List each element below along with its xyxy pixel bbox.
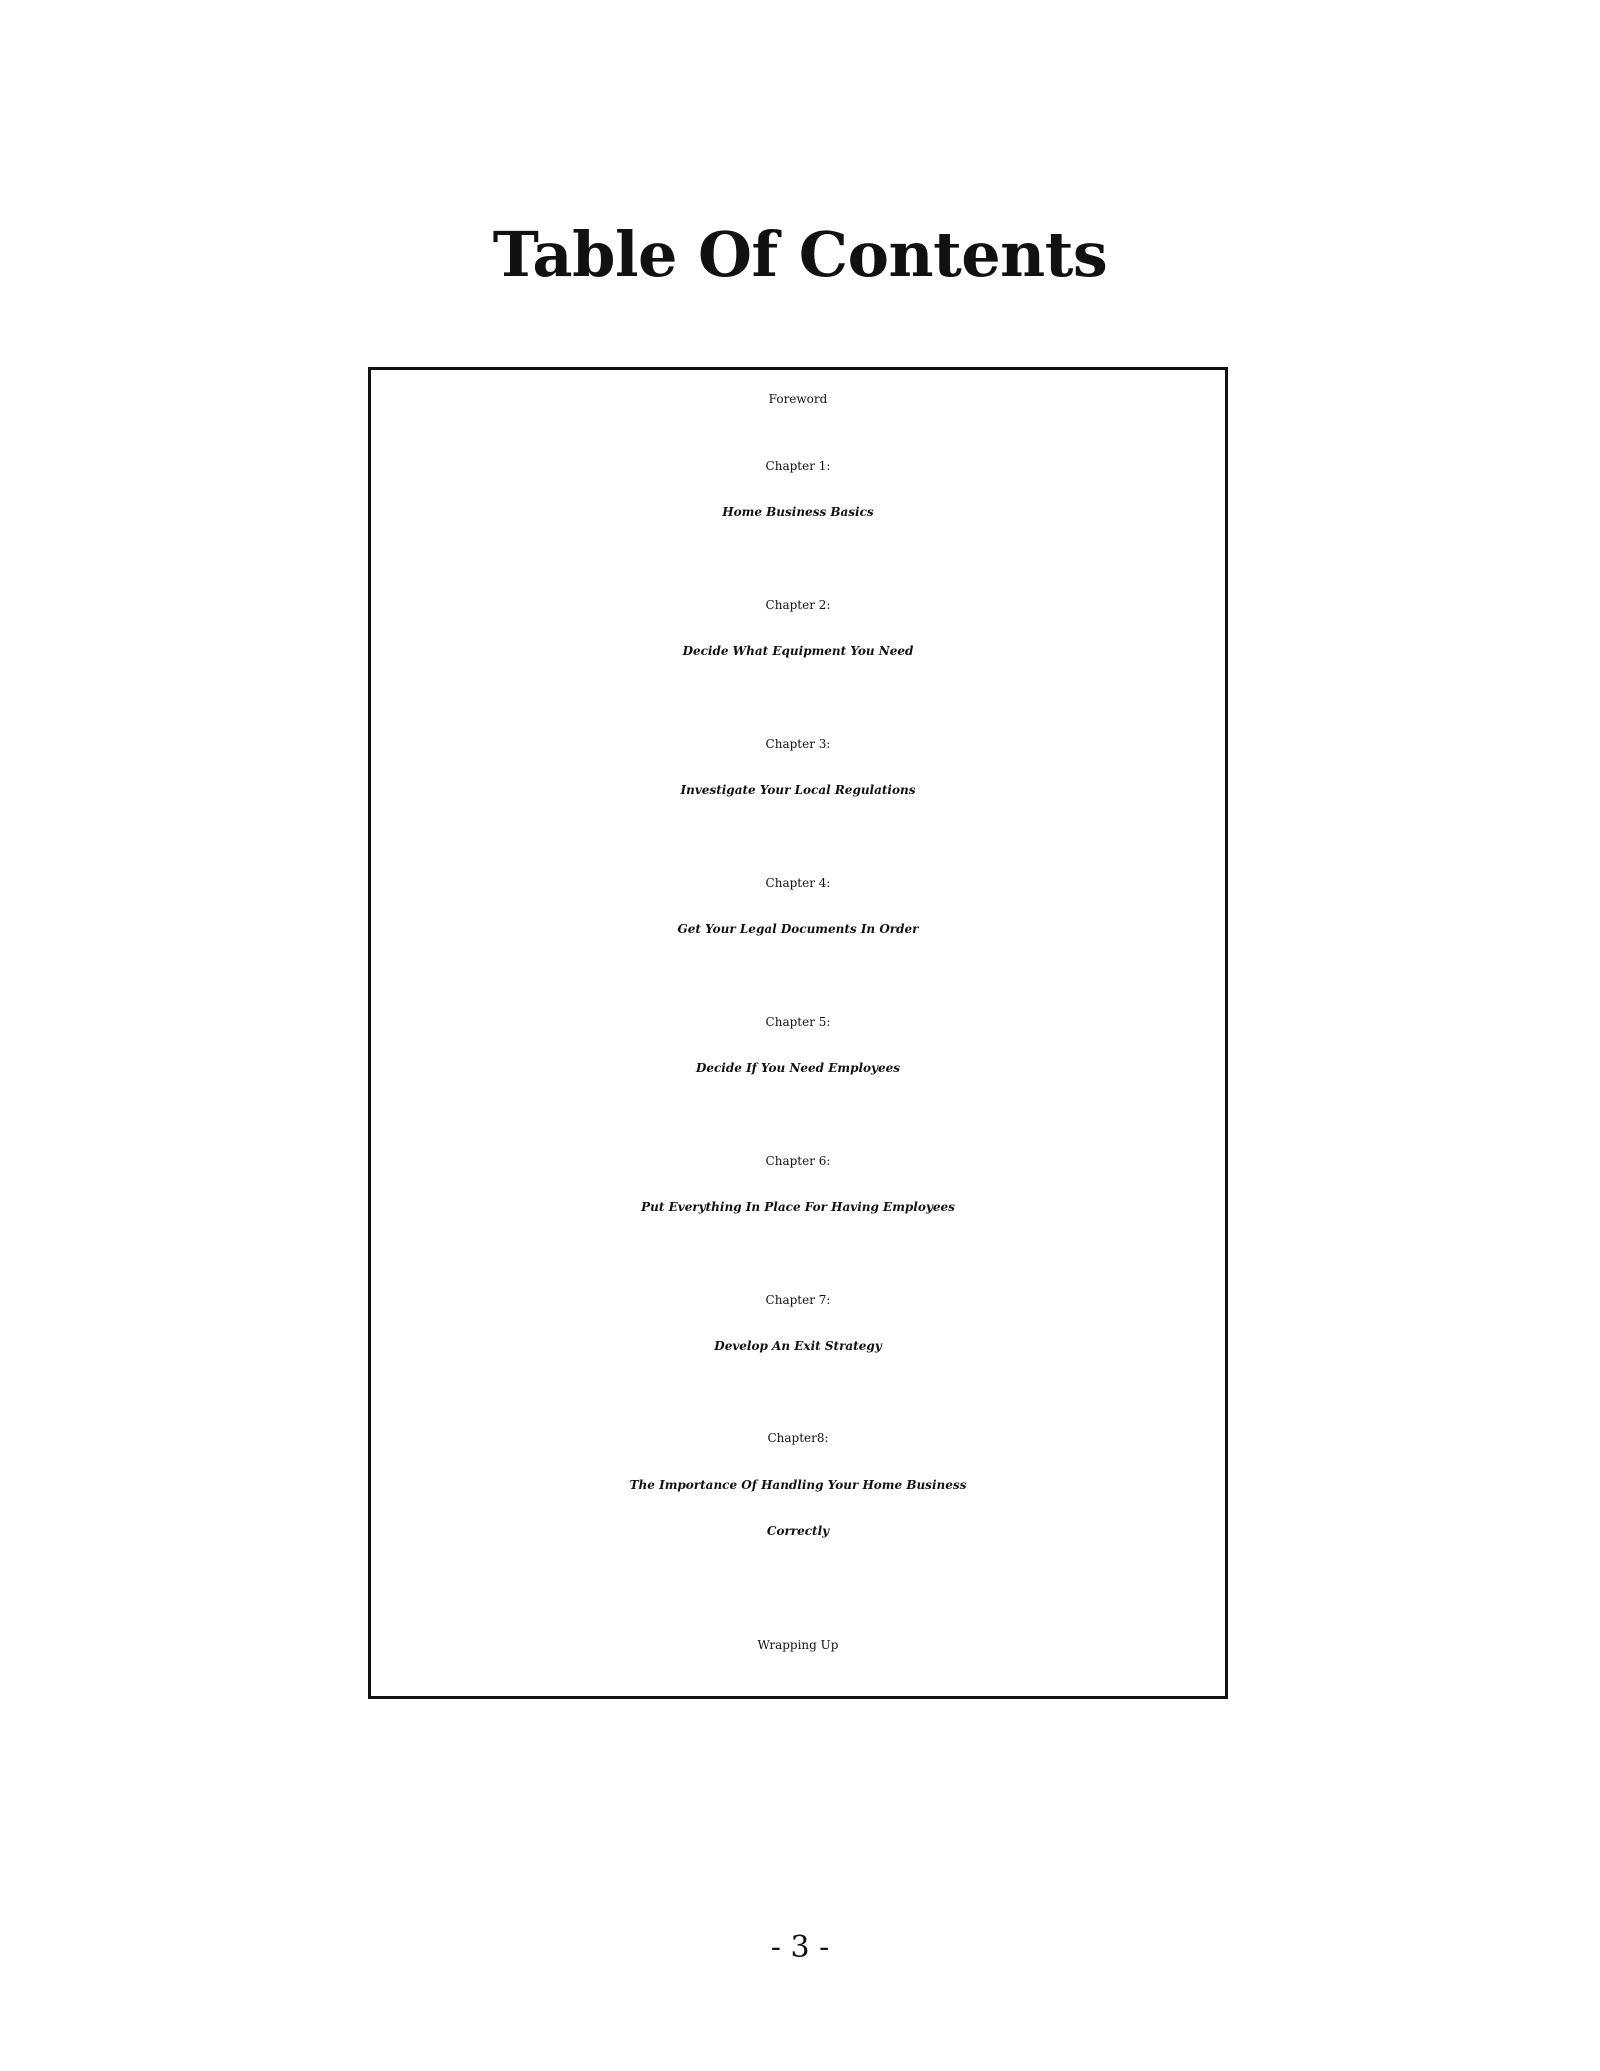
toc-wrapping-up[interactable]: Wrapping Up bbox=[757, 1638, 839, 1652]
toc-chapter-1-title[interactable]: Home Business Basics bbox=[722, 505, 874, 519]
toc-chapter-6-label[interactable]: Chapter 6: bbox=[765, 1154, 831, 1168]
toc-chapter-5-label[interactable]: Chapter 5: bbox=[765, 1015, 831, 1029]
toc-chapter-5-title[interactable]: Decide If You Need Employees bbox=[695, 1061, 901, 1075]
toc-chapter-6-title[interactable]: Put Everything In Place For Having Employees bbox=[641, 1200, 955, 1214]
toc-chapter-7-title[interactable]: Develop An Exit Strategy bbox=[714, 1339, 882, 1353]
toc-chapter-3-label[interactable]: Chapter 3: bbox=[765, 737, 831, 751]
toc-chapter-1-label[interactable]: Chapter 1: bbox=[765, 459, 831, 473]
page-number: - 3 - bbox=[770, 1930, 830, 1965]
toc-chapter-3-title[interactable]: Investigate Your Local Regulations bbox=[680, 783, 916, 797]
toc-chapter-8-title-line-2[interactable]: Correctly bbox=[766, 1524, 830, 1538]
table-of-contents-box bbox=[368, 367, 1228, 1699]
toc-chapter-4-title[interactable]: Get Your Legal Documents In Order bbox=[677, 922, 919, 936]
toc-chapter-2-label[interactable]: Chapter 2: bbox=[765, 598, 831, 612]
toc-foreword[interactable]: Foreword bbox=[768, 392, 828, 406]
page-title: Table Of Contents bbox=[492, 218, 1108, 291]
toc-chapter-2-title[interactable]: Decide What Equipment You Need bbox=[682, 644, 914, 658]
toc-chapter-7-label[interactable]: Chapter 7: bbox=[765, 1293, 831, 1307]
toc-chapter-8-label[interactable]: Chapter8: bbox=[767, 1431, 829, 1445]
toc-chapter-8-title-line-1[interactable]: The Importance Of Handling Your Home Business bbox=[629, 1478, 967, 1492]
toc-chapter-4-label[interactable]: Chapter 4: bbox=[765, 876, 831, 890]
